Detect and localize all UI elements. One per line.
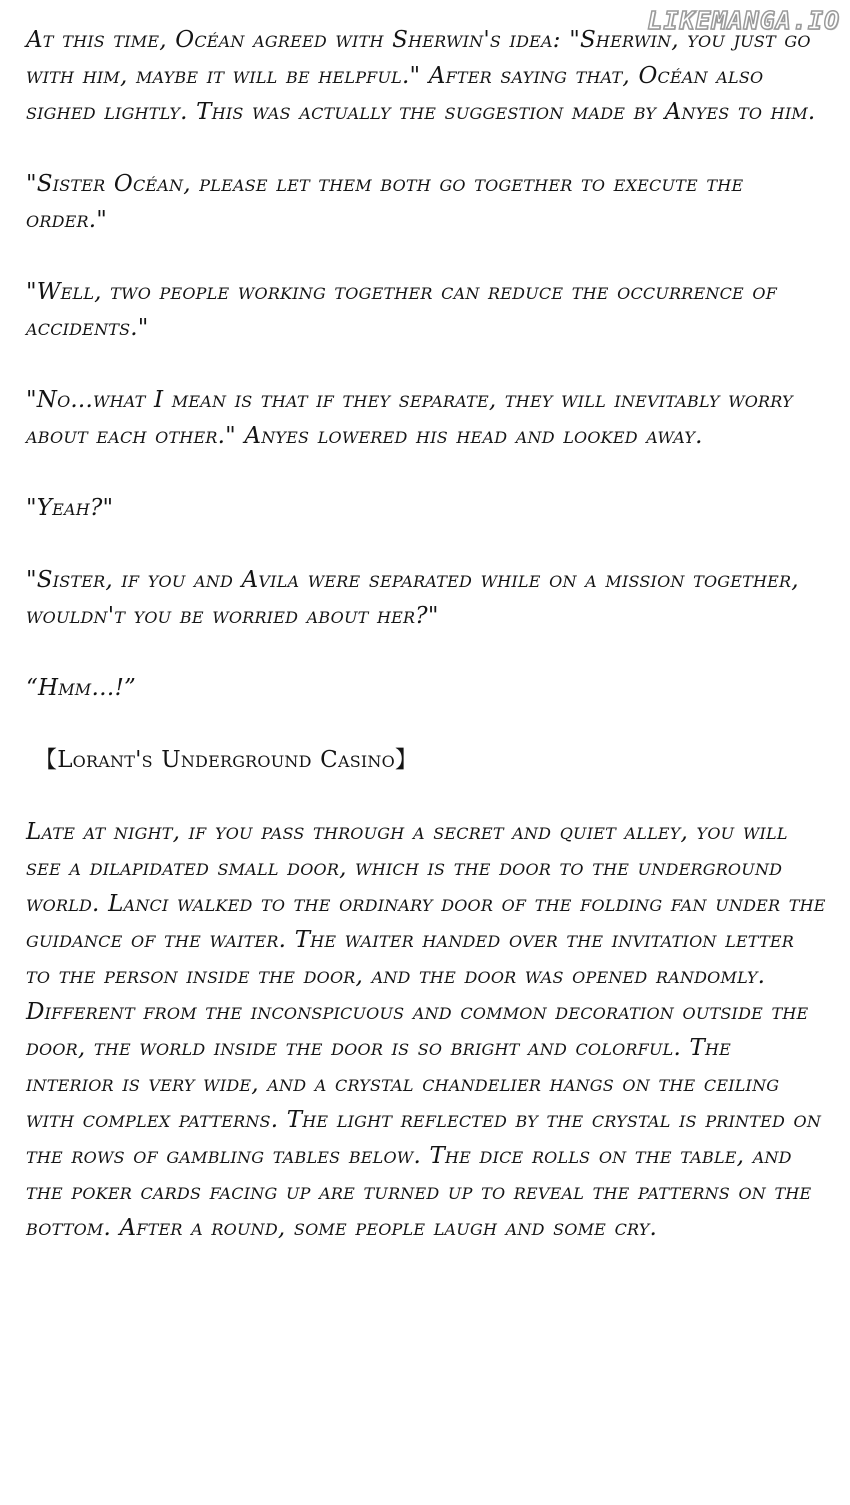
paragraph-yeah: "Yeah?" [26,495,114,521]
paragraph-hmm: “Hmm…!” [26,675,136,701]
paragraph-ocean-agrees: At this time, Océan agreed with Sherwin's idea: "Sherwin, you just go with him, maybe it will be helpful." After saying that, Océan also sighed lightly. This was actually the suggestion made by Anyes to him. [26,27,816,125]
text-page [26,22,826,1246]
paragraph-casino-description: Late at night, if you pass through a secret and quiet alley, you will see a dilapidated small door, which is the door to the underground world. Lanci walked to the ordinary door of the folding fan under the guidance of the waiter. The waiter handed over the invitation letter to the person inside the door, and the door was opened randomly. Different from the inconspicuous and common decoration outside the door, the world inside the door is so bright and colorful. The interior is very wide, and a crystal chandelier hangs on the ceiling with complex patterns. The light reflected by the crystal is printed on the rows of gambling tables below. The dice rolls on the table, and the poker cards facing up are turned up to reveal the patterns on the bottom. After a round, some people laugh and some cry. [26,819,826,1241]
paragraph-avila: "Sister, if you and Avila were separated while on a mission together, wouldn't you be worried about her?" [26,567,799,629]
paragraph-two-people: "Well, two people working together can reduce the occurrence of accidents." [26,279,778,341]
paragraph-anyes-request: "Sister Océan, please let them both go together to execute the order." [26,171,744,233]
section-heading-casino: 【Lorant's Underground Casino】 [34,747,419,773]
site-watermark: LIKEMANGA.IO [647,6,840,35]
paragraph-worry-each-other: "No...what I mean is that if they separate, they will inevitably worry about each other." Anyes lowered his head and looked away. [26,387,793,449]
